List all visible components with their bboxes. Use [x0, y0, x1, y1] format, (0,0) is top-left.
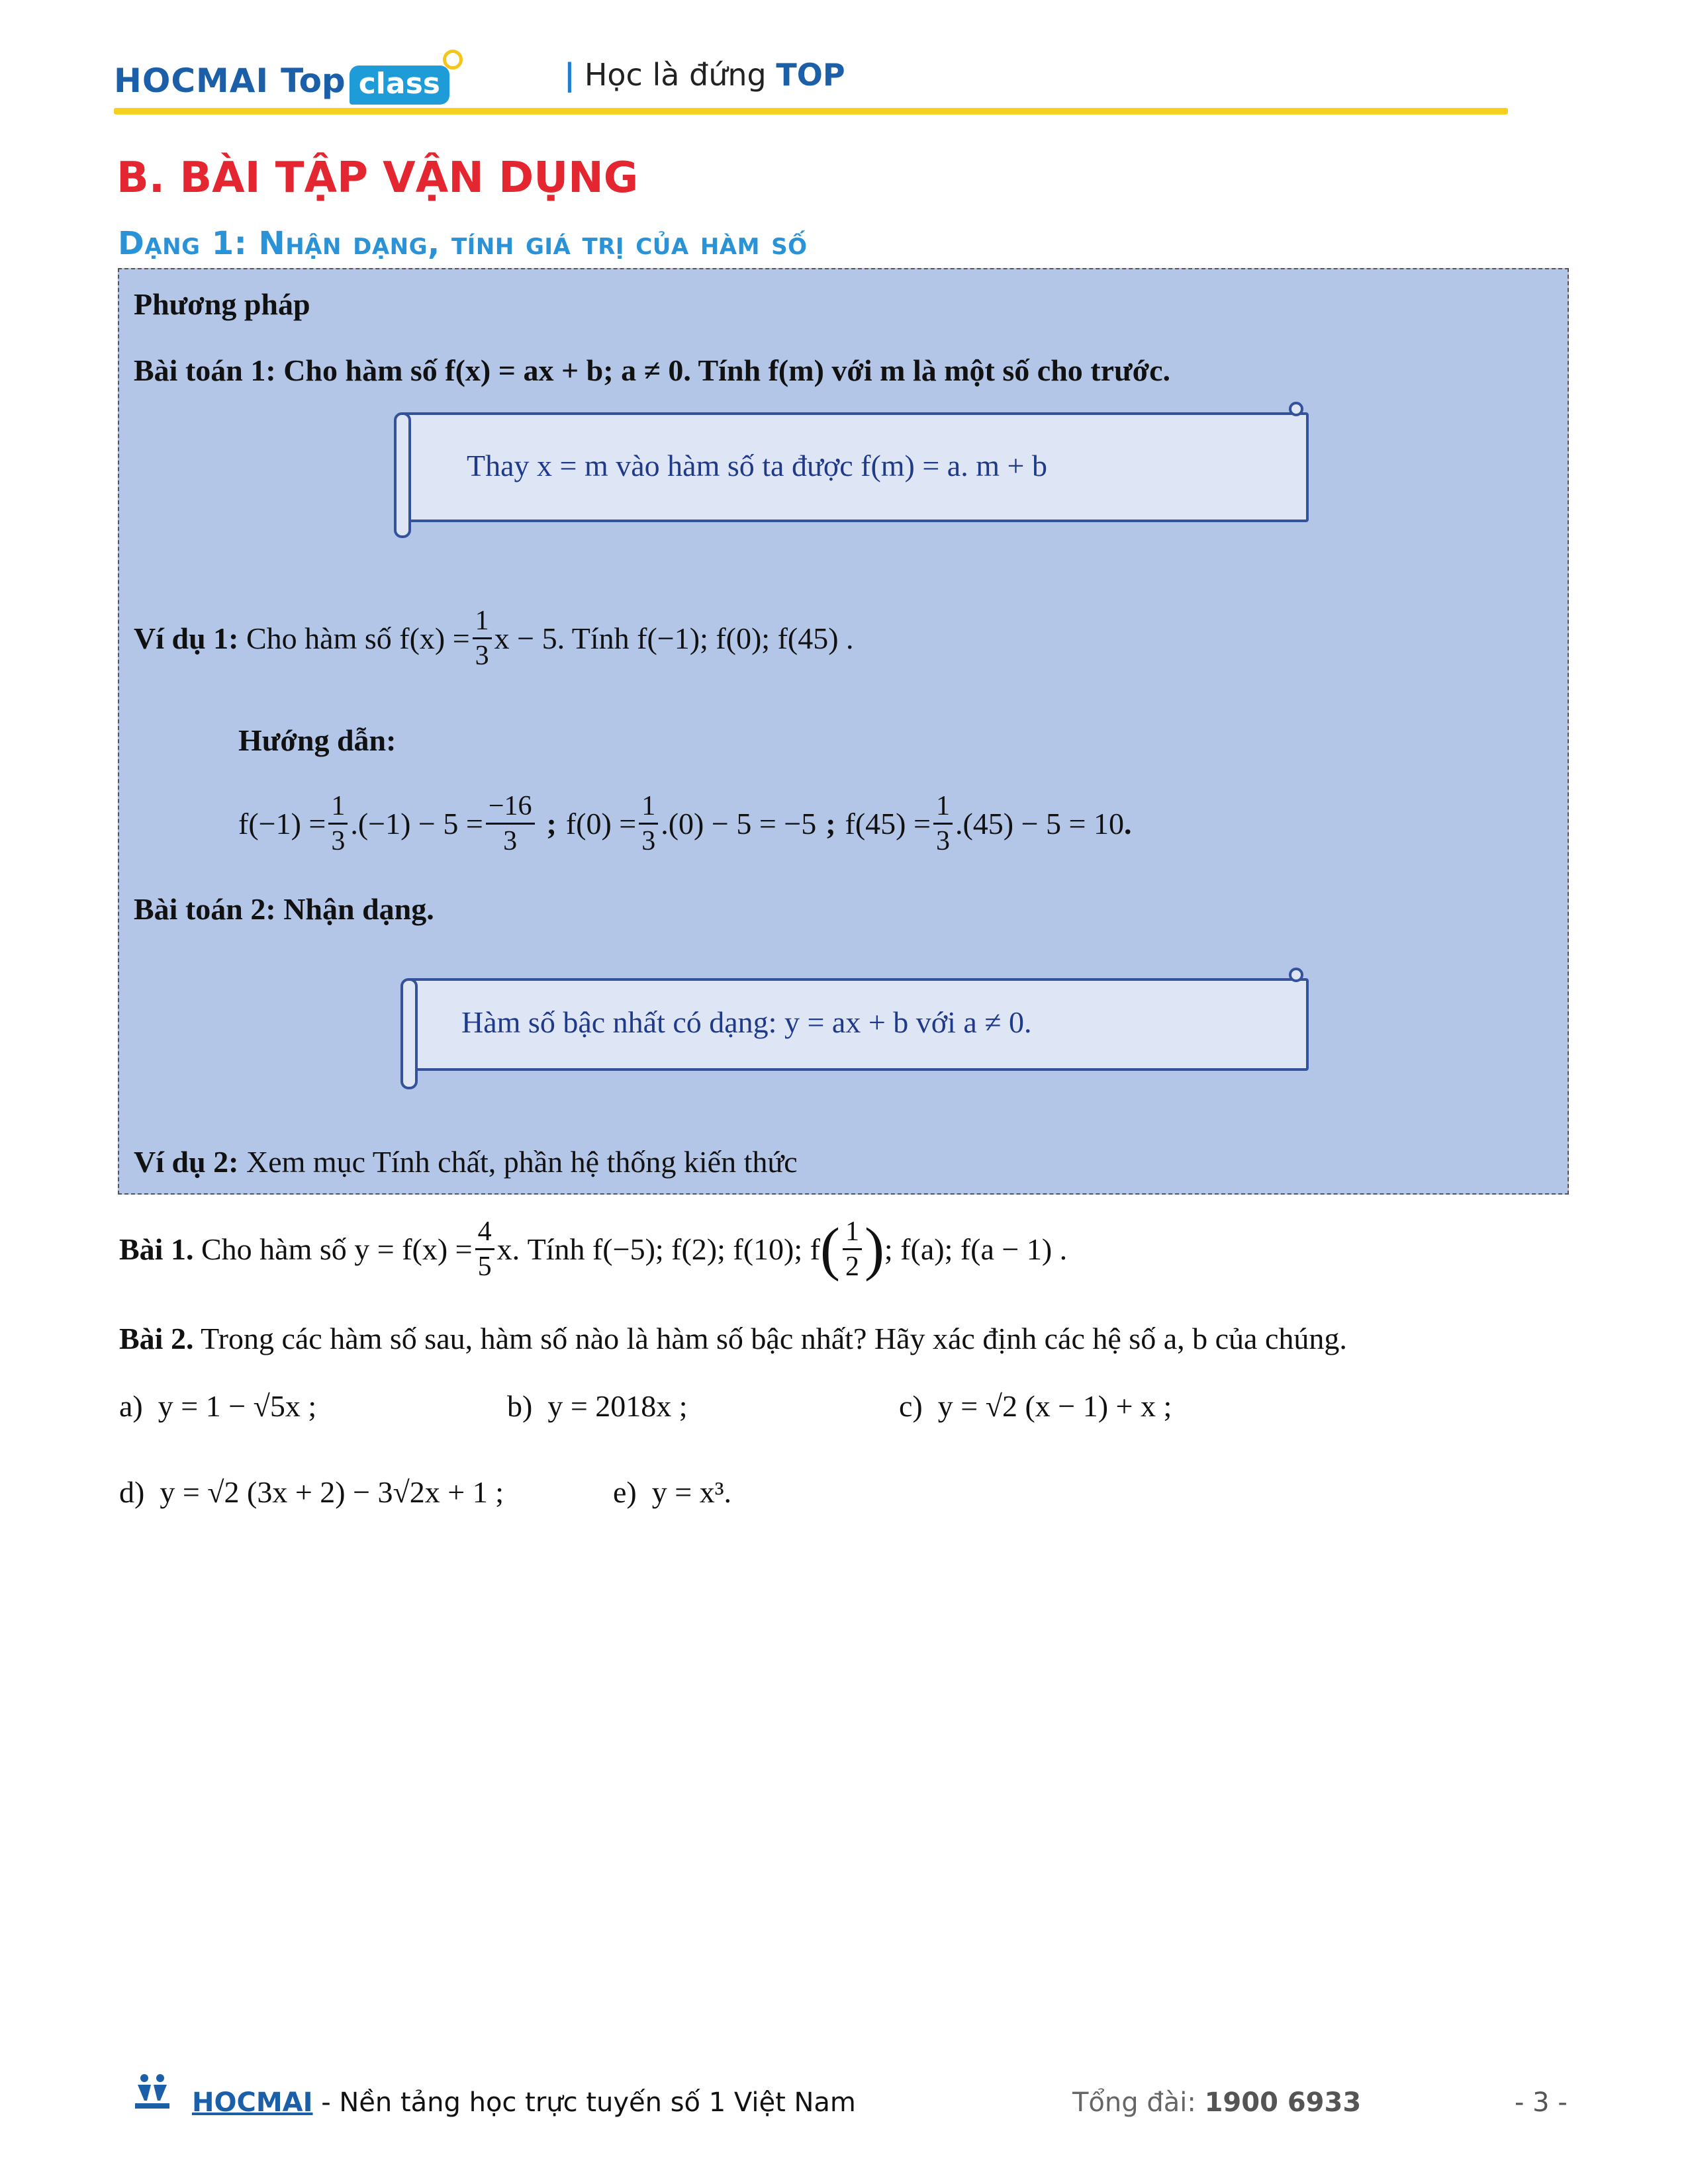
- fraction-numerator: 1: [473, 607, 492, 639]
- exercise2-label: Bài 2.: [119, 1322, 194, 1355]
- exercise2-text: Trong các hàm số sau, hàm số nào là hàm số bậc nhất? Hãy xác định các hệ số a, b của chúng.: [201, 1322, 1347, 1355]
- exercise1: [119, 1218, 1067, 1281]
- page-number: - 3 -: [1515, 2087, 1568, 2118]
- option-key: b): [507, 1389, 533, 1423]
- fraction-denominator: 3: [331, 826, 346, 856]
- exercise1-fraction: [475, 1218, 494, 1281]
- scroll-curl-right: [1289, 968, 1303, 982]
- solution-p3-mid: .(45) − 5 = 10: [955, 807, 1124, 841]
- option-expression: y = x³.: [651, 1475, 731, 1509]
- fraction-numerator: 1: [933, 792, 953, 825]
- option-expression: y = 1 − √5x ;: [158, 1389, 317, 1423]
- option-key: a): [119, 1389, 143, 1423]
- footer-brand: [192, 2087, 856, 2118]
- example2: [134, 1144, 798, 1179]
- problem1-label: Bài toán 1:: [134, 353, 276, 387]
- option-expression: y = √2 (3x + 2) − 3√2x + 1 ;: [160, 1475, 504, 1509]
- header-divider: [114, 108, 1508, 114]
- hotline-number: 1900 6933: [1204, 2087, 1362, 2118]
- exercise1-tinh: Tính: [527, 1232, 585, 1266]
- exercise2-option-e: [613, 1475, 731, 1510]
- option-key: d): [119, 1475, 145, 1509]
- tagline-emphasis: TOP: [776, 57, 845, 93]
- fraction-denominator: 2: [845, 1251, 859, 1282]
- header-tagline: [564, 57, 845, 93]
- option-expression: y = √2 (x − 1) + x ;: [937, 1389, 1172, 1423]
- example1-fraction: [473, 607, 492, 670]
- problem2-text: Nhận dạng.: [283, 892, 434, 926]
- guide-label: Hướng dẫn:: [238, 723, 397, 757]
- footer-hotline: [1072, 2087, 1361, 2118]
- solution-p2-lhs: f(0) =: [565, 807, 637, 841]
- example1-task: . Tính f(−1); f(0); f(45) .: [557, 621, 854, 655]
- solution-separator-1: ;: [546, 807, 557, 841]
- hocmai-people-icon: [132, 2071, 172, 2111]
- problem2-label: Bài toán 2:: [134, 892, 276, 926]
- fraction-numerator: 1: [639, 792, 658, 825]
- solution-p3-lhs: f(45) =: [845, 807, 931, 841]
- example1-intro: Cho hàm số: [246, 621, 392, 655]
- solution-p1-lhs: f(−1) =: [238, 807, 326, 841]
- exercise1-tail: ; f(a); f(a − 1) .: [884, 1232, 1068, 1266]
- example2-text: Xem mục Tính chất, phần hệ thống kiến thức: [246, 1145, 798, 1179]
- solution-p2-fraction: [639, 792, 658, 855]
- solution-line: [238, 792, 1131, 855]
- example1-label: Ví dụ 1:: [134, 621, 239, 655]
- solution-p3-fraction: [933, 792, 953, 855]
- scroll-roll-left: [394, 412, 411, 538]
- method-box: [118, 268, 1569, 1195]
- solution-p2-mid: .(0) − 5 = −5: [661, 807, 817, 841]
- footer-slogan: - Nền tảng học trực tuyến số 1 Việt Nam: [312, 2087, 856, 2118]
- exercise2-option-c: [899, 1388, 1172, 1424]
- fraction-denominator: 3: [935, 826, 950, 856]
- scroll-roll-left: [400, 978, 418, 1089]
- exercise1-half-fraction: [843, 1218, 862, 1281]
- exercise2-option-d: [119, 1475, 504, 1510]
- tagline-prefix: Học là đứng: [584, 57, 767, 93]
- scroll-banner-1: [394, 402, 1311, 541]
- logo-class-badge: [350, 66, 449, 105]
- fraction-numerator: 1: [328, 792, 348, 825]
- exercise1-intro: Cho hàm số: [201, 1232, 347, 1266]
- exercise1-label: Bài 1.: [119, 1232, 194, 1266]
- solution-separator-2: ;: [825, 807, 836, 841]
- fraction-numerator: 1: [843, 1218, 862, 1250]
- fraction-denominator: 3: [641, 826, 656, 856]
- fraction-denominator: 5: [477, 1251, 492, 1282]
- solution-p1-mid: .(−1) − 5 =: [350, 807, 483, 841]
- scroll1-text: Thay x = m vào hàm số ta được f(m) = a. m + b: [467, 449, 1047, 482]
- solution-end: .: [1123, 807, 1132, 841]
- exercise1-values: f(−5); f(2); f(10); f: [592, 1232, 820, 1266]
- solution-p1-result-fraction: [486, 792, 535, 855]
- option-expression: y = 2018x ;: [547, 1389, 688, 1423]
- section-title: B. BÀI TẬP VẬN DỤNG: [117, 154, 639, 203]
- hotline-label: Tổng đài:: [1072, 2087, 1205, 2118]
- example1-func-lhs: f(x) =: [399, 621, 470, 655]
- solution-p1-fraction: [328, 792, 348, 855]
- method-heading: Phương pháp: [134, 287, 310, 321]
- paren-open: (: [820, 1216, 840, 1282]
- example2-label: Ví dụ 2:: [134, 1145, 239, 1179]
- subsection-title: Dạng 1: Nhận dạng, tính giá trị của hàm số: [118, 225, 808, 262]
- footer-brand-link[interactable]: HOCMAI: [192, 2087, 313, 2118]
- exercise2-option-a: [119, 1388, 316, 1424]
- problem1: [134, 353, 1170, 388]
- example1-func-rhs: x − 5: [494, 621, 557, 655]
- logo-top-text: Top: [281, 62, 346, 100]
- exercise2: [119, 1321, 1347, 1356]
- tagline-divider: |: [564, 57, 575, 93]
- paren-close: ): [864, 1216, 884, 1282]
- fraction-denominator: 3: [503, 826, 518, 856]
- scroll2-text: Hàm số bậc nhất có dạng: y = ax + b với a ≠ 0.: [461, 1005, 1032, 1039]
- scroll-banner-2: [400, 968, 1311, 1093]
- fraction-numerator: 4: [475, 1218, 494, 1250]
- fraction-denominator: 3: [475, 641, 489, 671]
- exercise1-lhs: y = f(x) =: [354, 1232, 473, 1266]
- option-key: e): [613, 1475, 637, 1509]
- example1: [134, 607, 854, 670]
- exercise1-rhs: x.: [496, 1232, 520, 1266]
- logo-class-text: class: [358, 66, 440, 101]
- sun-icon: [443, 50, 463, 69]
- fraction-numerator: −16: [486, 792, 535, 825]
- hocmai-topclass-logo: [114, 54, 449, 107]
- logo-hocmai-text: HOCMAI: [114, 62, 269, 100]
- problem1-text: Cho hàm số f(x) = ax + b; a ≠ 0. Tính f(m) với m là một số cho trước.: [283, 353, 1171, 387]
- option-key: c): [899, 1389, 923, 1423]
- problem2: [134, 891, 434, 927]
- scroll-curl-right: [1289, 402, 1303, 416]
- exercise2-option-b: [507, 1388, 688, 1424]
